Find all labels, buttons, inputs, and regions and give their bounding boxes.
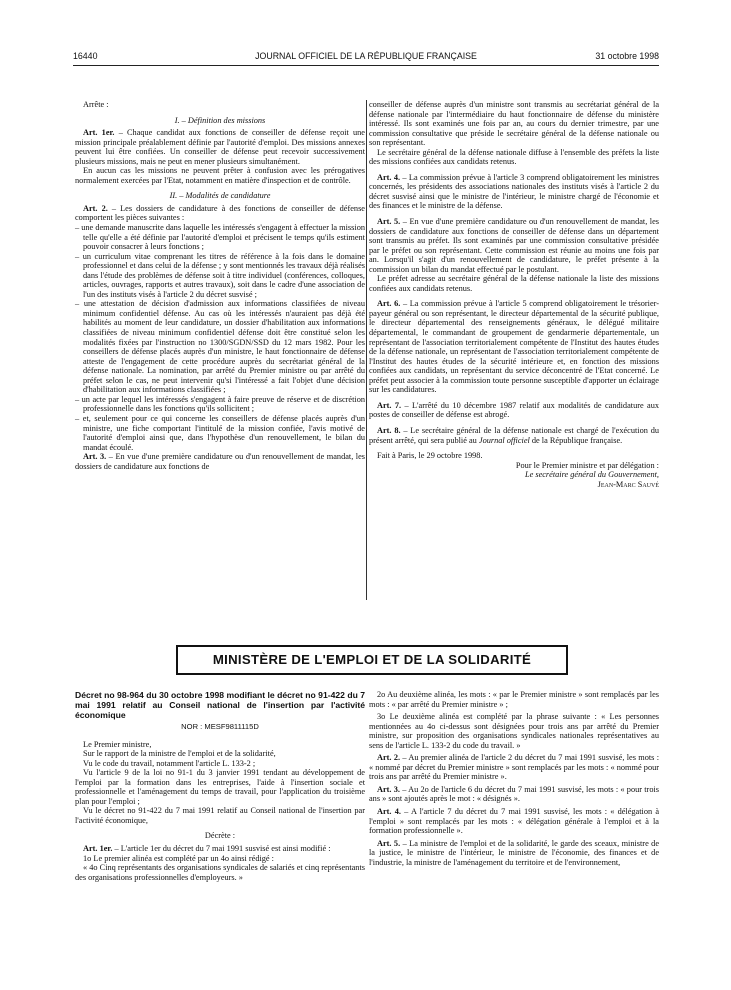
article-3-paragraph-2: Le secrétaire général de la défense nationale diffuse à l'ensemble des préfets la liste des missions confiées aux candidats retenus. — [369, 147, 659, 167]
arrete-left-column — [75, 100, 365, 471]
list-item: – une attestation de décision d'admission aux informations classifiées de niveau minimum confidentiel défense. Au cas où les intéressés n'auraient pas déjà été habilités au moment de leur candidature, un dossier d'habilitation aux informations classifiées de niveau minimum confidentiel défense doit être constitué selon les modalités fixées par l'instruction no 1300/SGDN/SSD du 12 mars 1982. Pour les conseillers de défense placés auprès d'un ministre, le haut fonctionnaire de défense atteste de l'engagement de cette procédure auprès du secrétariat général de la défense nationale. La nomination, par arrêté du Premier ministre ou par arrêté du préfet selon le cas, ne peut intervenir qu'si l'intéressé a fait l'objet d'une décision d'habilitation aux informations classifiées ; — [75, 299, 365, 394]
list-item: – un curriculum vitae comprenant les titres de référence à la fois dans le domaine professionnel et dans celui de la défense ; y sont mentionnés les travaux déjà réalisés dans l'étude des problèmes de défense soit à titre individuel (conférences, colloques, articles, ouvrages, rapports et autres travaux), soit dans le cadre d'une association de l'un des instituts visés à l'article 2 du décret susvisé ; — [75, 252, 365, 300]
article-3: Art. 3. – En vue d'une première candidature ou d'un renouvellement de mandat, les dossiers de candidature aux fonctions de — [75, 452, 366, 471]
article-2: Art. 2. – Les dossiers de candidature à des fonctions de conseiller de défense comportent les pièces suivantes : — [75, 203, 365, 223]
article-1: Art. 1er. – Chaque candidat aux fonctions de conseiller de défense reçoit une mission principale préalablement définie par l'autorité d'emploi. Des missions annexes peuvent lui être confiées. Un conseiller de défense peut recevoir successivement plusieurs missions, mais ne peut en mener plusieurs simultanément. — [75, 128, 365, 166]
signature-place-date: Fait à Paris, le 29 octobre 1998. — [377, 451, 483, 461]
ministry-title: MINISTÈRE DE L'EMPLOI ET DE LA SOLIDARITÉ — [212, 652, 532, 668]
page-number: 16440 — [73, 51, 98, 61]
decree-article-2: Art. 2. – Au premier alinéa de l'article 2 du décret du 7 mai 1991 susvisé, les mots : « nommé par décret du Premier ministre » sont remplacés par les mots : « nommé pour trois ans par arrêté du Premier ministre ». — [369, 753, 659, 782]
article-1-paragraph-2: En aucun cas les missions ne peuvent prêter à confusion avec les prérogatives normalement exercées par l'Etat, notamment en matière d'inspection et de contrôle. — [75, 166, 365, 185]
nor-reference: NOR : MESF9811115D — [181, 722, 259, 731]
decree-paragraph: Sur le rapport de la ministre de l'emploi et de la solidarité, — [83, 749, 276, 759]
decree-paragraph: Vu le code du travail, notamment l'article L. 133-2 ; — [83, 758, 256, 768]
arrete-right-column — [369, 100, 659, 489]
article-2-list — [75, 223, 365, 452]
decree-article-1-quote: « 4o Cinq représentants des organisations syndicales de salariés et cinq représentants des organisations professionnelles d'employeurs. » — [75, 863, 365, 882]
decree-title: Décret no 98-964 du 30 octobre 1998 modifiant le décret no 91-422 du 7 mai 1991 relatif au Conseil national de l'insertion par l'activité économique — [75, 690, 365, 720]
section-2-title: II. – Modalités de candidature — [169, 191, 271, 201]
article-8: Art. 8. – Le secrétaire général de la défense nationale est chargé de l'exécution du présent arrêté, qui sera publié au Journal officiel de la République française. — [369, 425, 659, 445]
decree-article-3: Art. 3. – Au 2o de l'article 6 du décret du 7 mai 1991 susvisé, les mots : « pour trois ans » sont ajoutés après le mot : « désignés ». — [369, 784, 659, 804]
column-divider — [366, 100, 367, 600]
decree-right-column — [369, 690, 659, 867]
decree-paragraph: Vu le décret no 91-422 du 7 mai 1991 relatif au Conseil national de l'insertion par l'activité économique, — [75, 806, 365, 825]
decree-paragraph: Le Premier ministre, — [83, 739, 152, 749]
decree-paragraph: Vu l'article 9 de la loi no 91-1 du 3 janvier 1991 tendant au développement de l'emploi par la formation dans les entreprises, l'aide à l'insertion sociale et professionnelle et l'aménagement du temps de travail, pour l'application du troisième plan pour l'emploi ; — [75, 768, 365, 806]
issue-date: 31 octobre 1998 — [595, 51, 659, 61]
article-5: Art. 5. – En vue d'une première candidature ou d'un renouvellement de mandat, les dossiers de candidature aux fonctions de conseiller de défense dans un département sont transmis au préfet. Ils sont examinés par une commission consultative présidée par le préfet ou son représentant. Cette commission est réunie au moins une fois par an. Lorsqu'il s'agit d'un renouvellement de candidature, le préfet présente à la commission un bilan du mandat effectué par le postulant. — [369, 217, 660, 274]
decree-left-column — [75, 690, 365, 882]
list-item: – un acte par lequel les intéressés s'engagent à faire preuve de réserve et de discrétion professionnelle dans les fonctions qu'ils sollicitent ; — [75, 395, 365, 414]
decree-article-1-item-1: 1o Le premier alinéa est complété par un 4o ainsi rédigé : — [83, 853, 274, 863]
ministry-banner — [176, 645, 568, 675]
article-4: Art. 4. – La commission prévue à l'article 3 comprend obligatoirement les ministres concernés, les présidents des associations nationales des instituts visés à l'article 2 du décret susvisé ainsi que le ministre de l'intérieur, le ministre chargé de l'économie et des finances et le ministre de la défense. — [369, 172, 660, 211]
article-6: Art. 6. – La commission prévue à l'article 5 comprend obligatoirement le trésorier-payeur général ou son représentant, le directeur départemental de la sécurité publique, le directeur départemental des renseignements généraux, le délégué militaire départemental, le commandant de groupement de gendarmerie départementale, un représentant de l'association territorialement compétente de l'Institut des hautes études de la défense nationale, un représentant de l'association territorialement compétente de l'Institut des hautes études de la sécurité intérieure et, en fonction des missions confiées aux candidats, un représentant du service déconcentré de l'Etat concerné. Le préfet peut associer à la commission toute personne susceptible d'apporter un éclairage sur les candidatures. — [369, 299, 659, 395]
list-item: – et, seulement pour ce qui concerne les conseillers de défense placés auprès d'un ministre, une fiche comportant l'intitulé de la mission confiée, l'avis motivé de l'autorité d'emploi ainsi que, dans l'hypothèse d'un renouvellement, le bilan du mandat écoulé. — [75, 414, 365, 452]
journal-title: JOURNAL OFFICIEL DE LA RÉPUBLIQUE FRANÇAISE — [255, 51, 477, 61]
decree-article-4: Art. 4. – A l'article 7 du décret du 7 mai 1991 susvisé, les mots : « délégation à l'emploi » sont remplacés par les mots : « délégation générale à l'emploi et à la formation professionnelle ». — [369, 807, 660, 836]
article-7: Art. 7. – L'arrêté du 10 décembre 1987 relatif aux modalités de candidature aux postes de conseiller de défense est abrogé. — [369, 400, 660, 420]
list-item: – une demande manuscrite dans laquelle les intéressés s'engagent à effectuer la mission telle qu'elle a été définie par l'autorité d'emploi et précisent le temps qu'ils estiment pouvoir consacrer à leurs fonctions ; — [75, 223, 365, 252]
signature-line-2: Le secrétaire général du Gouvernement, — [524, 470, 659, 480]
header-rule — [73, 65, 659, 66]
article-3-continued: conseiller de défense auprès d'un ministre sont transmis au secrétariat général de la défense nationale par l'intermédiaire du haut fonctionnaire de défense du ministère intéressé. Ils sont examinés une fois par an, au cours du dernier trimestre, par une commission consultative que préside le secrétaire général de la défense nationale ou son représentant. — [369, 100, 659, 148]
signature-line-1: Pour le Premier ministre et par délégation : — [515, 460, 659, 470]
decree-article-5: Art. 5. – La ministre de l'emploi et de la solidarité, le garde des sceaux, ministre de la justice, le ministre de l'intérieur, le ministre de l'économie, des finances et de l'industrie, la ministre de l'aménagement du territoire et de l'environnement, — [369, 838, 660, 867]
arrete-heading: Arrête : — [83, 100, 109, 109]
decree-article-1: Art. 1er. – L'article 1er du décret du 7 mai 1991 susvisé est ainsi modifié : — [83, 844, 331, 854]
page-header — [73, 52, 659, 66]
decrete-heading: Décrète : — [204, 831, 236, 841]
section-1-title: I. – Définition des missions — [174, 115, 266, 125]
signatory-name: Jean-Marc Sauvé — [597, 479, 659, 489]
article-5-paragraph-2: Le préfet adresse au secrétaire général de la défense nationale la liste des missions confiées aux candidats retenus. — [369, 274, 659, 293]
decree-article-1-item-2: 2o Au deuxième alinéa, les mots : « par le Premier ministre » sont remplacés par les mots : « par arrêté du Premier ministre » ; — [369, 690, 659, 709]
decree-article-1-item-3: 3o Le deuxième alinéa est complété par la phrase suivante : « Les personnes mentionnées au 4o ci-dessus sont désignées pour trois ans par arrêté du Premier ministre, sur proposition des organisations syndicales nationales représentatives au sens de l'article L. 133-2 du code du travail. » — [369, 712, 659, 750]
